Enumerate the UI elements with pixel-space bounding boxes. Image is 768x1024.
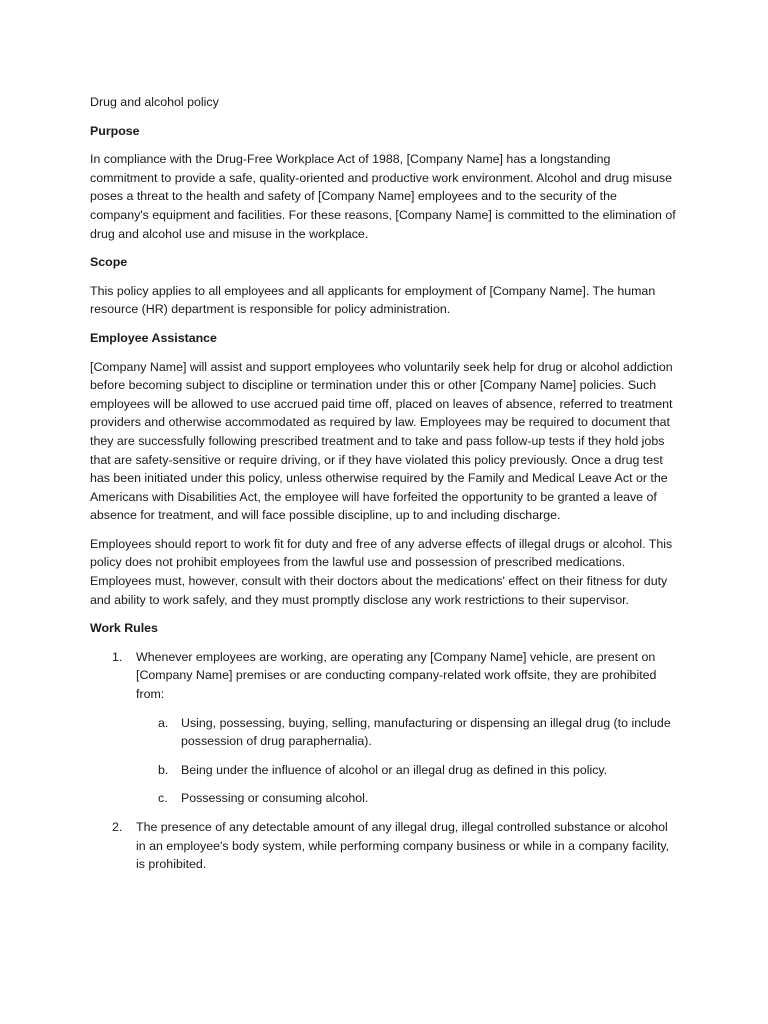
list-letter: a. [158, 715, 169, 730]
work-rule-subitem [136, 714, 678, 751]
employee-assistance-paragraph: Employees should report to work fit for duty and free of any adverse effects of illegal drugs or alcohol. This policy does not prohibit employees from the lawful use and possession of prescribed medications. Employees must, however, consult with their doctors about the medications' effect on their fitness for duty and ability to work safely, and they must promptly disclose any work restrictions to their supervisor. [90, 536, 673, 607]
work-rule-subitem-text: Possessing or consuming alcohol. [181, 791, 369, 806]
purpose-heading: Purpose [90, 123, 140, 138]
work-rule-sublist [136, 714, 678, 808]
work-rule-subitem [136, 789, 678, 808]
list-letter: b. [158, 762, 169, 777]
work-rules-list [90, 648, 678, 874]
work-rule-text: Whenever employees are working, are operating any [Company Name] vehicle, are present on [Company Name] premises or are conducting company-related work offsite, they are prohibited from: [136, 649, 657, 702]
list-number: 2. [112, 820, 123, 834]
document-title: Drug and alcohol policy [90, 95, 219, 109]
list-letter: c. [158, 791, 168, 806]
work-rules-heading: Work Rules [90, 621, 158, 636]
work-rule-subitem-text: Using, possessing, buying, selling, manufacturing or dispensing an illegal drug (to include possession of drug paraphernalia). [181, 715, 671, 749]
scope-heading: Scope [90, 255, 128, 270]
work-rule-item [90, 648, 678, 808]
scope-paragraph: This policy applies to all employees and all applicants for employment of [Company Name]. The human resource (HR) department is responsible for policy administration. [90, 283, 656, 317]
list-number: 1. [112, 649, 123, 664]
work-rule-item [90, 818, 678, 874]
work-rule-subitem [136, 761, 678, 780]
purpose-paragraph: In compliance with the Drug-Free Workplace Act of 1988, [Company Name] has a longstanding commitment to provide a safe, quality-oriented and productive work environment. Alcohol and drug misuse poses a threat to the health and safety of [Company Name] employees and to the security of the company's equipment and facilities. For these reasons, [Company Name] is committed to the elimination of drug and alcohol use and misuse in the workplace. [90, 152, 676, 241]
employee-assistance-paragraph: [Company Name] will assist and support employees who voluntarily seek help for drug or alcohol addiction before becoming subject to discipline or termination under this or other [Company Name] policies. Such employees will be allowed to use accrued paid time off, placed on leaves of absence, referred to treatment providers and otherwise accommodated as required by law. Employees may be required to document that they are successfully following prescribed treatment and to take and pass follow-up tests if they hold jobs that are safety-sensitive or require driving, or if they have violated this policy previously. Once a drug test has been initiated under this policy, unless otherwise required by the Family and Medical Leave Act or the Americans with Disabilities Act, the employee will have forfeited the opportunity to be granted a leave of absence for treatment, and will face possible discipline, up to and including discharge. [90, 359, 673, 523]
work-rule-text: The presence of any detectable amount of any illegal drug, illegal controlled substance or alcohol in an employee's body system, while performing company business or while in a company facility, is prohibited. [136, 820, 670, 872]
work-rule-subitem-text: Being under the influence of alcohol or an illegal drug as defined in this policy. [181, 762, 608, 777]
employee-assistance-heading: Employee Assistance [90, 330, 217, 345]
